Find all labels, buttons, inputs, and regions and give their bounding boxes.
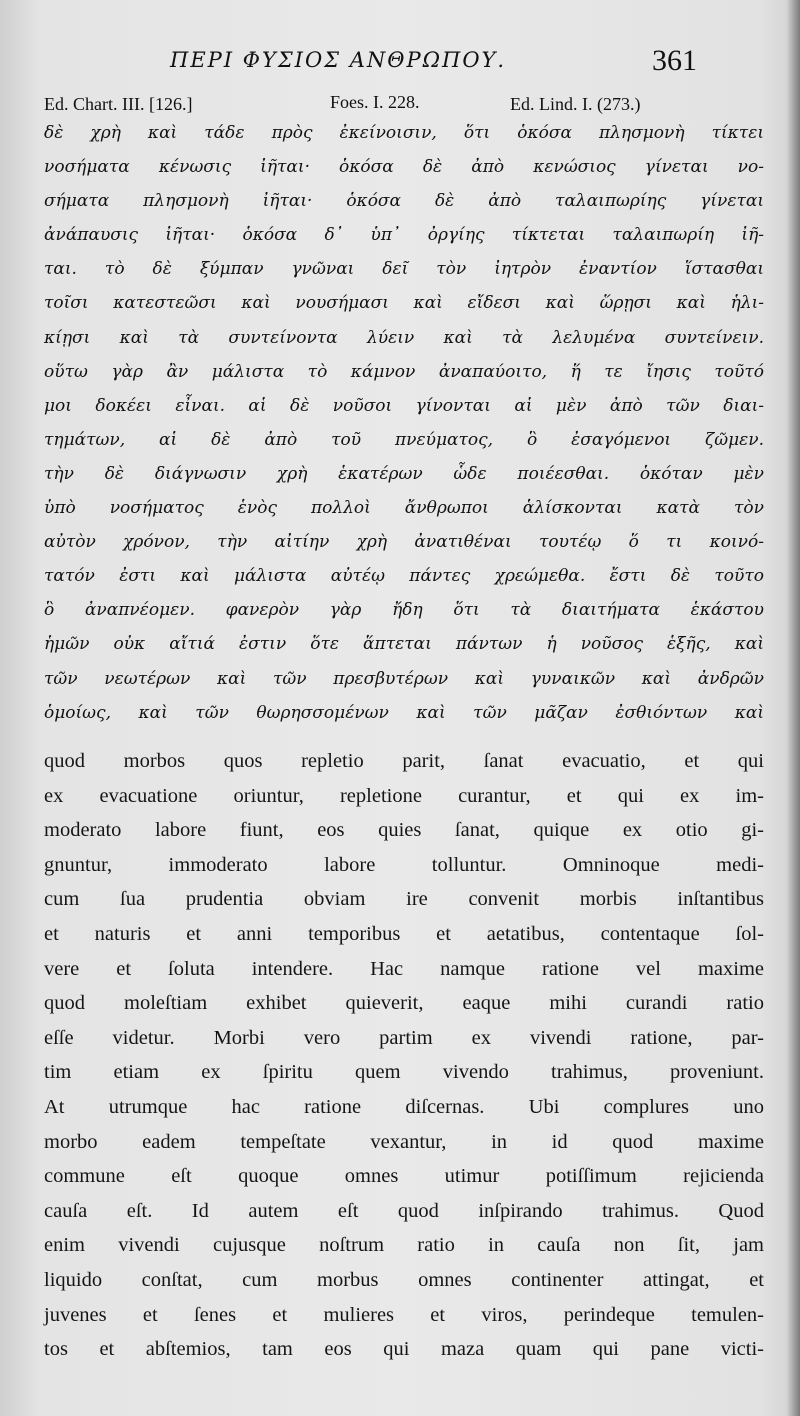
greek-line: σήματα πλησμονὴ ἰῆται· ὁκόσα δὲ ἀπὸ ταλαιπωρίης γίνεται xyxy=(44,191,764,212)
page-header xyxy=(0,44,800,84)
latin-line: At utrumque hac ratione diſcernas. Ubi complures uno xyxy=(44,1095,764,1118)
latin-line: quod moleſtiam exhibet quieverit, eaque mihi curandi ratio xyxy=(44,992,764,1015)
greek-line: κίῃσι καὶ τὰ συντείνοντα λύειν καὶ τὰ λελυμένα συντείνειν. xyxy=(44,327,764,348)
latin-line: enim vivendi cujusque noſtrum ratio in cauſa non ſit, jam xyxy=(44,1234,764,1257)
greek-line: ἡμῶν οὐκ αἴτιά ἐστιν ὅτε ἅπτεται πάντων ἡ νοῦσος ἑξῆς, καὶ xyxy=(44,634,764,655)
chartier-edition-ref: Ed. Chart. III. [126.] xyxy=(44,94,193,114)
page-edge-shadow xyxy=(786,0,800,1416)
page-number: 361 xyxy=(652,44,697,77)
running-title: ΠΕΡΙ ΦΥΣΙΟΣ ΑΝΘΡΩΠΟΥ. xyxy=(170,48,507,72)
greek-line: τὴν δὲ διάγνωσιν χρὴ ἑκατέρων ὧδε ποιέεσθαι. ὁκόταν μὲν xyxy=(44,463,764,484)
greek-line: ὑπὸ νοσήματος ἑνὸς πολλοὶ ἄνθρωποι ἁλίσκονται κατὰ τὸν xyxy=(44,498,764,519)
greek-text-block xyxy=(44,116,764,730)
latin-line: gnuntur, immoderato labore tolluntur. Omninoque medi- xyxy=(44,853,764,876)
latin-line: cum ſua prudentia obviam ire convenit morbis inſtantibus xyxy=(44,888,764,911)
latin-line: moderato labore fiunt, eos quies ſanat, quique ex otio gi- xyxy=(44,819,764,842)
latin-line: quod morbos quos repletio parit, ſanat evacuatio, et qui xyxy=(44,750,764,772)
greek-line: νοσήματα κένωσις ἰῆται· ὁκόσα δὲ ἀπὸ κενώσιος γίνεται νο- xyxy=(44,157,764,178)
foesius-edition-ref: Foes. I. 228. xyxy=(330,92,420,112)
latin-line: tos et abſtemios, tam eos qui maza quam qui pane victi- xyxy=(44,1338,764,1361)
latin-line: eſſe videtur. Morbi vero partim ex vivendi ratione, par- xyxy=(44,1026,764,1049)
greek-line: μοι δοκέει εἶναι. αἱ δὲ νοῦσοι γίνονται αἱ μὲν ἀπὸ τῶν διαι- xyxy=(44,395,764,416)
latin-line: commune eſt quoque omnes utimur potiſſimum rejicienda xyxy=(44,1165,764,1188)
latin-line: ex evacuatione oriuntur, repletione curantur, et qui ex im- xyxy=(44,784,764,807)
greek-line: τοῖσι κατεστεῶσι καὶ νουσήμασι καὶ εἴδεσι καὶ ὥρῃσι καὶ ἡλι- xyxy=(44,293,764,314)
linden-edition-ref: Ed. Lind. I. (273.) xyxy=(510,94,641,114)
latin-line: cauſa eſt. Id autem eſt quod inſpirando trahimus. Quod xyxy=(44,1199,764,1222)
greek-line: ἀνάπαυσις ἰῆται· ὁκόσα δ᾿ ὑπ᾿ ὀργίης τίκτεται ταλαιπωρίη ἰῆ- xyxy=(44,225,764,246)
greek-line: αὐτὸν χρόνον, τὴν αἰτίην χρὴ ἀνατιθέναι τουτέῳ ὅ τι κοινό- xyxy=(44,532,764,553)
greek-line: ται. τὸ δὲ ξύμπαν γνῶναι δεῖ τὸν ἰητρὸν ἐναντίον ἵστασθαι xyxy=(44,259,764,280)
latin-line: liquido conſtat, cum morbus omnes continenter attingat, et xyxy=(44,1268,764,1291)
latin-line: juvenes et ſenes et mulieres et viros, perindeque temulen- xyxy=(44,1303,764,1326)
greek-line: τημάτων, αἱ δὲ ἀπὸ τοῦ πνεύματος, ὃ ἐσαγόμενοι ζῶμεν. xyxy=(44,429,764,450)
greek-line: δὲ χρὴ καὶ τάδε πρὸς ἐκείνοισιν, ὅτι ὁκόσα πλησμονὴ τίκτει xyxy=(44,123,764,143)
greek-line: τατόν ἐστι καὶ μάλιστα αὐτέῳ πάντες χρεώμεθα. ἔστι δὲ τοῦτο xyxy=(44,566,764,587)
greek-line: οὕτω γὰρ ἂν μάλιστα τὸ κάμνον ἀναπαύοιτο, ἥ τε ἴησις τοῦτό xyxy=(44,361,764,382)
latin-line: tim etiam ex ſpiritu quem vivendo trahimus, proveniunt. xyxy=(44,1061,764,1084)
greek-line: τῶν νεωτέρων καὶ τῶν πρεσβυτέρων καὶ γυναικῶν καὶ ἀνδρῶν xyxy=(44,668,764,689)
greek-line: ὃ ἀναπνέομεν. φανερὸν γὰρ ἤδη ὅτι τὰ διαιτήματα ἑκάστου xyxy=(44,600,764,621)
latin-line: vere et ſoluta intendere. Hac namque ratione vel maxime xyxy=(44,957,764,980)
latin-line: et naturis et anni temporibus et aetatibus, contentaque ſol- xyxy=(44,922,764,945)
latin-line: morbo eadem tempeſtate vexantur, in id quod maxime xyxy=(44,1130,764,1153)
greek-line: ὁμοίως, καὶ τῶν θωρησσομένων καὶ τῶν μᾶζαν ἐσθιόντων καὶ xyxy=(44,702,764,723)
latin-text-block xyxy=(44,744,764,1367)
